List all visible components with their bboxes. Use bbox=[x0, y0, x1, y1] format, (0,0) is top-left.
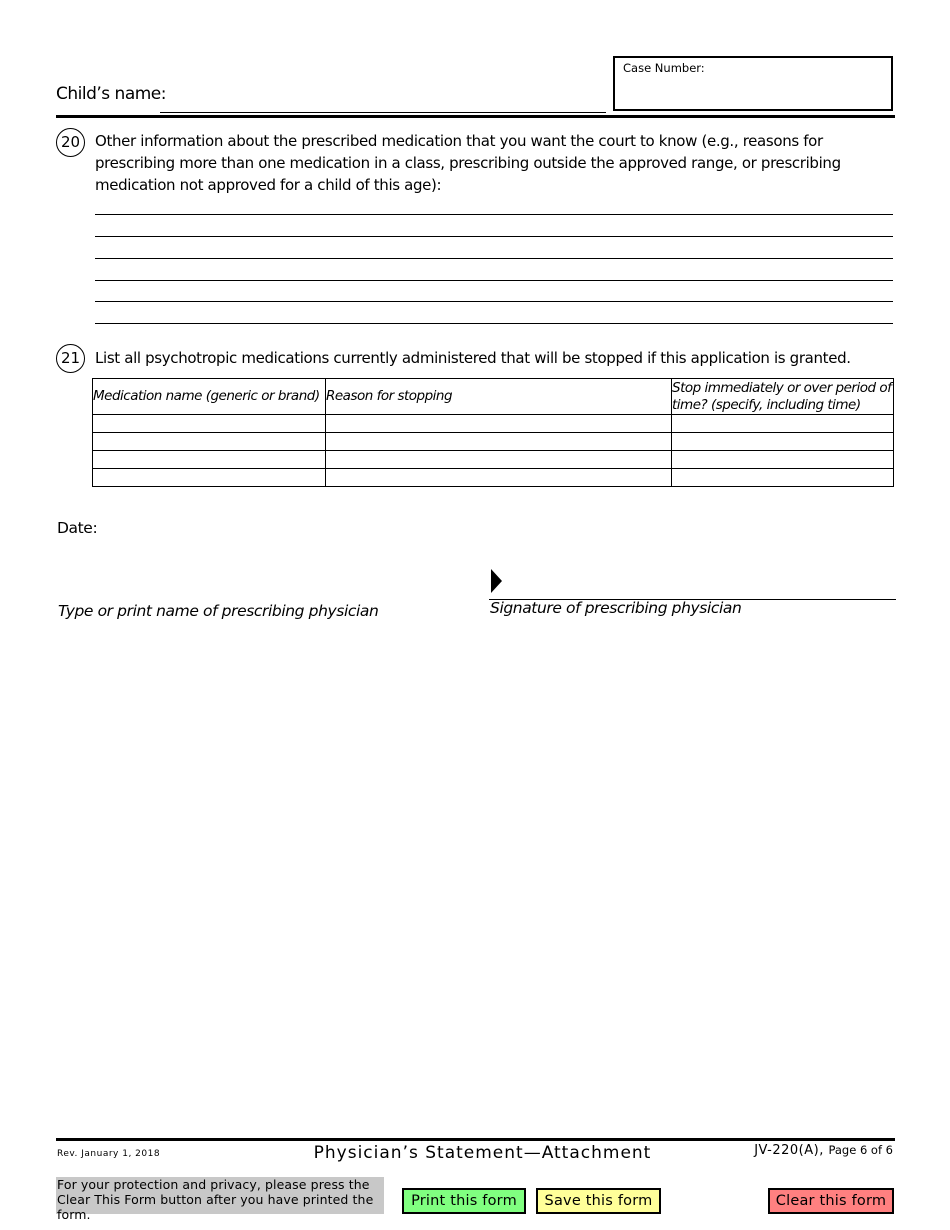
item-20-answer-line[interactable] bbox=[95, 323, 893, 324]
revision-date: Rev. January 1, 2018 bbox=[57, 1149, 161, 1159]
date-field[interactable] bbox=[100, 515, 400, 541]
item-20-answer-line[interactable] bbox=[95, 214, 893, 215]
col-medication-name: Medication name (generic or brand) bbox=[93, 379, 326, 415]
form-number: JV-220(A), bbox=[754, 1143, 824, 1158]
child-name-label: Child’s name: bbox=[56, 84, 166, 104]
case-number-field[interactable] bbox=[613, 56, 893, 111]
signature-label: Signature of prescribing physician bbox=[490, 599, 742, 617]
item-20-answer-line[interactable] bbox=[95, 301, 893, 302]
stop-period-cell[interactable] bbox=[672, 415, 894, 433]
page-number: Page 6 of 6 bbox=[828, 1143, 893, 1157]
item-20-answer-line[interactable] bbox=[95, 258, 893, 259]
reason-cell[interactable] bbox=[326, 433, 672, 451]
medication-name-cell[interactable] bbox=[93, 433, 326, 451]
medication-name-cell[interactable] bbox=[93, 451, 326, 469]
reason-cell[interactable] bbox=[326, 451, 672, 469]
item-number-21: 21 bbox=[56, 344, 85, 373]
form-title: Physician’s Statement—Attachment bbox=[313, 1143, 652, 1163]
header-rule bbox=[56, 115, 895, 118]
case-number-label: Case Number: bbox=[623, 61, 705, 75]
table-header-row bbox=[93, 379, 894, 415]
signature-arrow-icon bbox=[491, 569, 502, 593]
form-code bbox=[754, 1143, 893, 1158]
item-20-text: Other information about the prescribed medication that you want the court to know (e.g., reasons for prescribing more than one medication in a class, prescribing outside the approved range, or prescribing medication not approved for a child of this age): bbox=[95, 132, 841, 194]
print-form-button[interactable]: Print this form bbox=[402, 1188, 526, 1214]
table-row bbox=[93, 415, 894, 433]
item-21-text: List all psychotropic medications currently administered that will be stopped if this application is granted. bbox=[95, 349, 851, 367]
item-number-20: 20 bbox=[56, 128, 85, 157]
item-20-answer-line[interactable] bbox=[95, 280, 893, 281]
col-reason-for-stopping: Reason for stopping bbox=[326, 379, 672, 415]
table-row bbox=[93, 433, 894, 451]
col-stop-period: Stop immediately or over period of time? (specify, including time) bbox=[672, 379, 894, 415]
item-20-answer-line[interactable] bbox=[95, 236, 893, 237]
physician-name-label: Type or print name of prescribing physician bbox=[58, 602, 379, 620]
stop-period-cell[interactable] bbox=[672, 469, 894, 487]
reason-cell[interactable] bbox=[326, 415, 672, 433]
reason-cell[interactable] bbox=[326, 469, 672, 487]
stop-period-cell[interactable] bbox=[672, 451, 894, 469]
table-row bbox=[93, 469, 894, 487]
footer-rule bbox=[56, 1138, 895, 1141]
medication-name-cell[interactable] bbox=[93, 469, 326, 487]
stop-period-cell[interactable] bbox=[672, 433, 894, 451]
table-row bbox=[93, 451, 894, 469]
child-name-field[interactable] bbox=[160, 112, 606, 113]
privacy-note: For your protection and privacy, please press the Clear This Form button after you have printed the form. bbox=[56, 1177, 384, 1214]
date-label: Date: bbox=[57, 519, 98, 537]
save-form-button[interactable]: Save this form bbox=[536, 1188, 661, 1214]
medications-table bbox=[92, 378, 894, 487]
physician-name-field[interactable] bbox=[57, 572, 437, 598]
medication-name-cell[interactable] bbox=[93, 415, 326, 433]
clear-form-button[interactable]: Clear this form bbox=[768, 1188, 894, 1214]
